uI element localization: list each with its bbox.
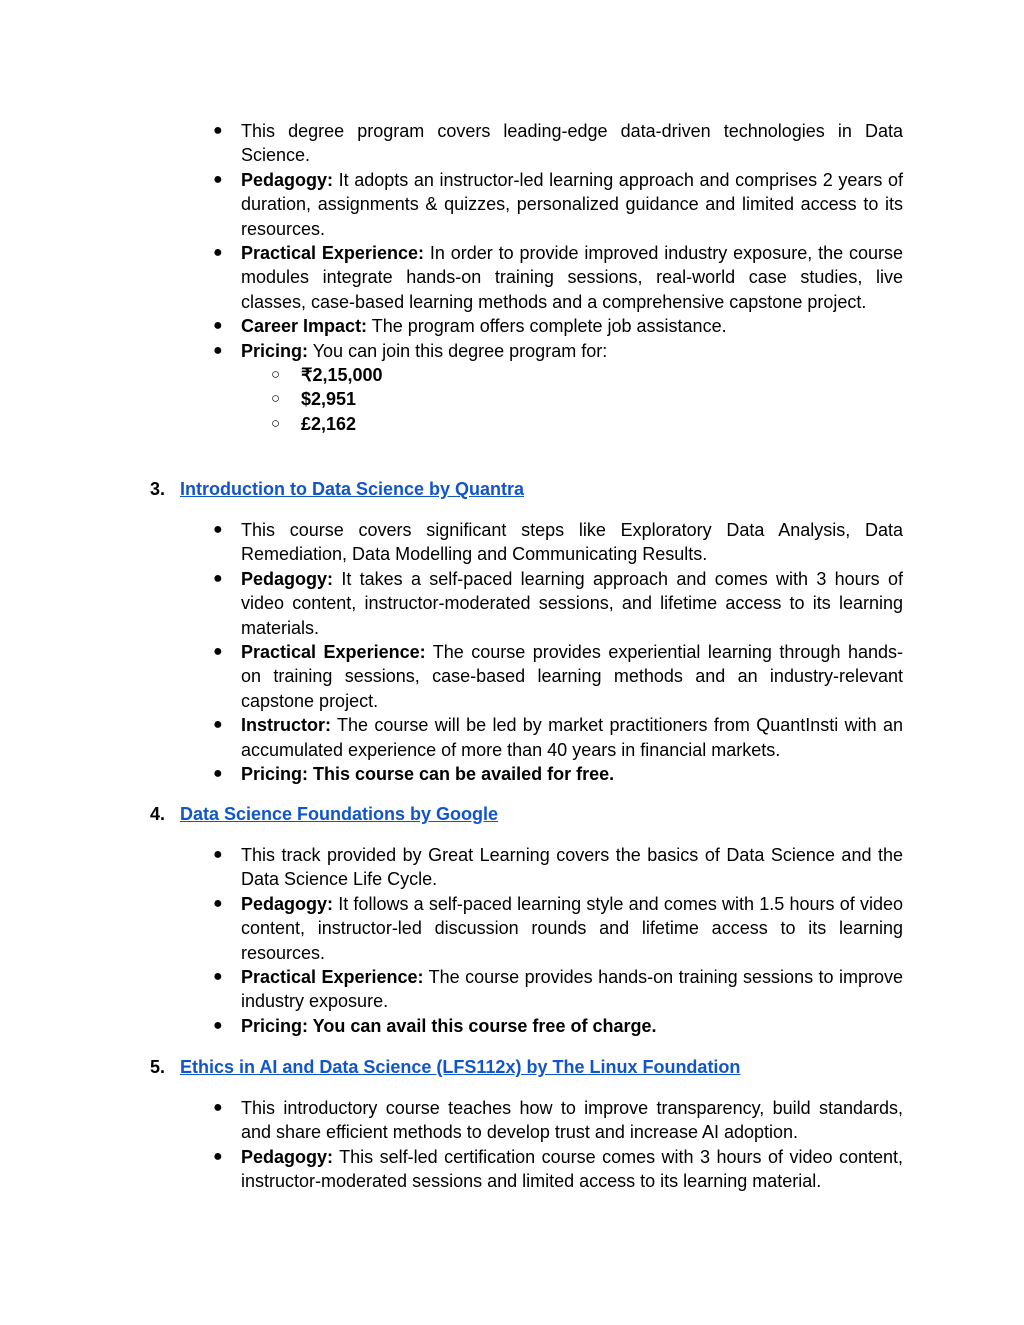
bullet-icon: ● bbox=[213, 716, 223, 734]
bullet-icon: ● bbox=[213, 894, 223, 912]
bullet-icon: ● bbox=[213, 341, 223, 359]
section-number: 5. bbox=[150, 1057, 166, 1077]
section4-link[interactable]: Data Science Foundations by Google bbox=[180, 804, 499, 824]
bullet-icon: ● bbox=[213, 1099, 223, 1116]
section5-link[interactable]: Ethics in AI and Data Science (LFS112x) by The Linux Foundation bbox=[180, 1057, 741, 1077]
sub-bullet-icon: ○ bbox=[271, 414, 281, 432]
list-item: ● Pedagogy: It takes a self-paced learning approach and comes with 3 hours of video content, instructor-moderated sessions, and lifetime access to its learning materials. bbox=[213, 568, 903, 638]
sub-bullet-icon: ○ bbox=[271, 390, 281, 408]
bullet-icon: ● bbox=[213, 521, 223, 538]
bullet-icon: ● bbox=[213, 170, 223, 188]
section3-link[interactable]: Introduction to Data Science by Quantra bbox=[180, 479, 525, 499]
bullet-icon: ● bbox=[213, 643, 223, 661]
bullet-icon: ● bbox=[213, 244, 223, 262]
section5-list bbox=[213, 1096, 903, 1194]
sub-bullet-icon: ○ bbox=[271, 366, 281, 384]
list-item: ● Instructor: The course will be led by market practitioners from QuantInsti with an accumulated experience of more than 40 years in financial markets. bbox=[213, 715, 903, 760]
bullet-icon: ● bbox=[213, 968, 223, 986]
bullet-icon: ● bbox=[213, 317, 223, 335]
list-item: ● Career Impact: The program offers complete job assistance. bbox=[213, 314, 903, 338]
bullet-icon: ● bbox=[213, 846, 223, 863]
section4-heading bbox=[150, 802, 498, 826]
section-number: 3. bbox=[150, 479, 166, 499]
list-item: ● This introductory course teaches how to improve transparency, build standards, and share efficient methods to develop trust and increase AI adoption. bbox=[213, 1098, 903, 1143]
section-number: 4. bbox=[150, 804, 166, 824]
bullet-icon: ● bbox=[213, 1016, 223, 1034]
list-item: ● Practical Experience: In order to provide improved industry exposure, the course modules integrate hands-on training sessions, real-world case studies, live classes, case-based learning methods and a comprehensive capstone project. bbox=[213, 243, 903, 312]
list-item: ● Pedagogy: It adopts an instructor-led learning approach and comprises 2 years of duration, assignments & quizzes, personalized guidance and limited access to its resources. bbox=[213, 169, 903, 239]
list-item: ● This track provided by Great Learning covers the basics of Data Science and the Data Science Life Cycle. bbox=[213, 845, 903, 890]
section5-heading bbox=[150, 1055, 740, 1079]
list-item: ● Pricing: You can avail this course free of charge. bbox=[213, 1014, 903, 1038]
list-item: ● Practical Experience: The course provides experiential learning through hands-on training sessions, case-based learning methods and an industry-relevant capstone project. bbox=[213, 642, 903, 711]
price-item: ○ £2,162 bbox=[213, 412, 903, 436]
bullet-icon: ● bbox=[213, 765, 223, 783]
list-item: ● Pricing: You can join this degree program for: bbox=[213, 339, 903, 363]
section4-list bbox=[213, 843, 903, 1038]
price-item: ○ $2,951 bbox=[213, 387, 903, 411]
list-item: ● Practical Experience: The course provides hands-on training sessions to improve industry exposure. bbox=[213, 967, 903, 1012]
bullet-icon: ● bbox=[213, 122, 223, 139]
section2-list bbox=[213, 119, 903, 436]
list-item: ● Pricing: This course can be availed for free. bbox=[213, 762, 903, 786]
price-item: ○ ₹2,15,000 bbox=[213, 363, 903, 387]
list-item: ● Pedagogy: It follows a self-paced learning style and comes with 1.5 hours of video content, instructor-led discussion rounds and lifetime access to its learning resources. bbox=[213, 893, 903, 963]
list-item: ● This degree program covers leading-edge data-driven technologies in Data Science. bbox=[213, 121, 903, 166]
bullet-icon: ● bbox=[213, 1147, 223, 1165]
section3-list bbox=[213, 518, 903, 786]
list-item: ● This course covers significant steps like Exploratory Data Analysis, Data Remediation, Data Modelling and Communicating Results. bbox=[213, 520, 903, 565]
list-item: ● Pedagogy: This self-led certification course comes with 3 hours of video content, instructor-moderated sessions and limited access to its learning material. bbox=[213, 1146, 903, 1192]
bullet-icon: ● bbox=[213, 569, 223, 587]
section3-heading bbox=[150, 477, 524, 501]
